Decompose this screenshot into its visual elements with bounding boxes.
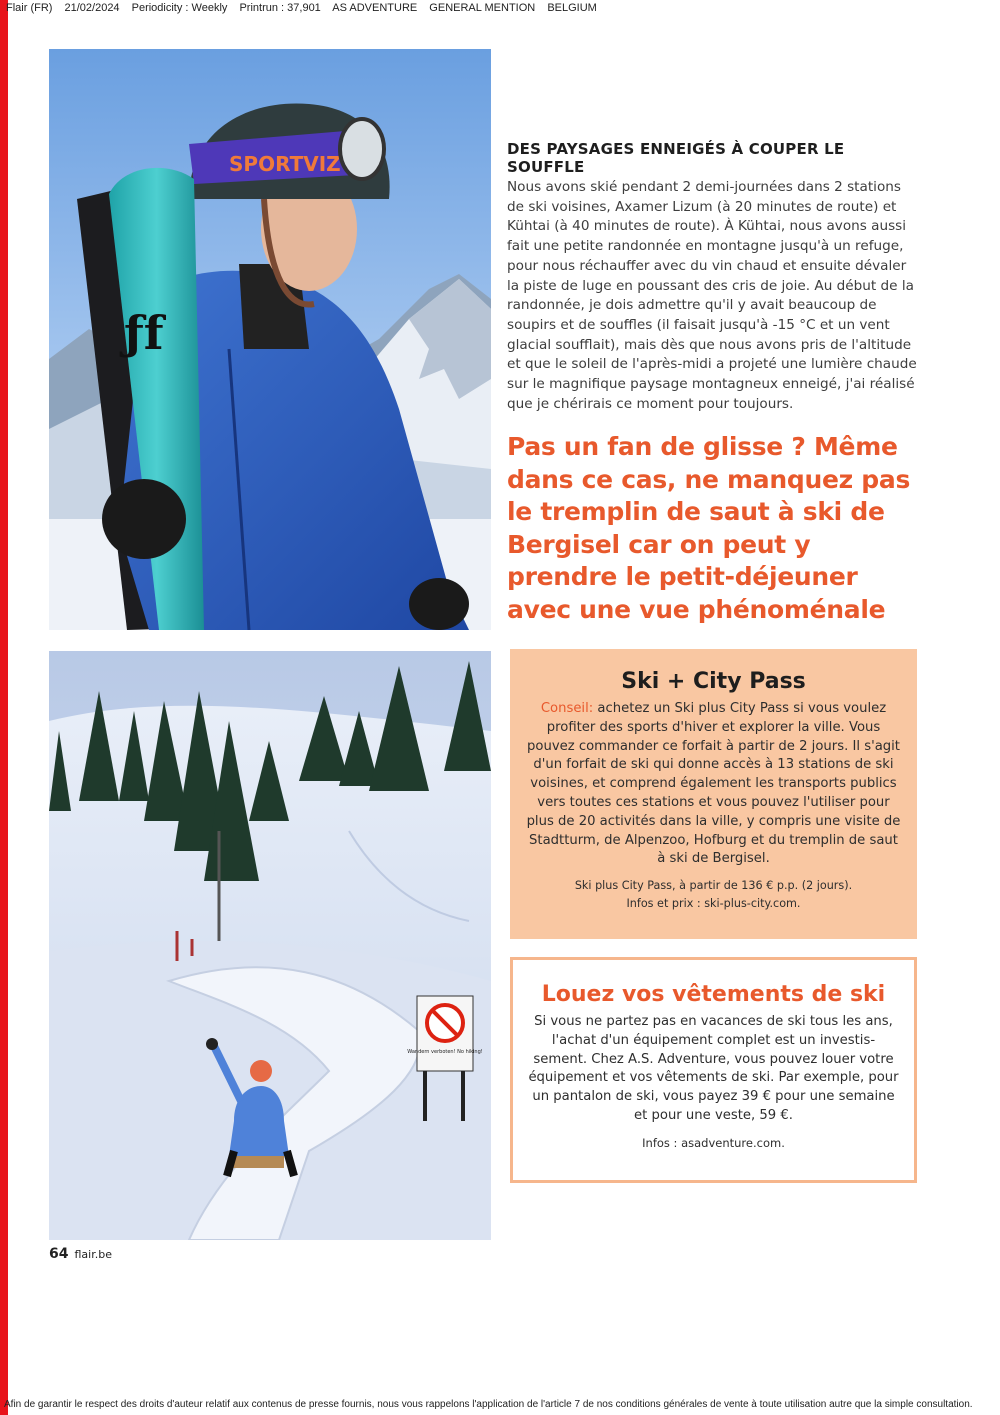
- red-margin-bar: [0, 0, 8, 1415]
- rental-body: Si vous ne partez pas en vacances de ski tous les ans, l'achat d'un équipement complet est un investis-sement. Chez A.S. Adventure, vous pouvez louer votre équipement et vos vêtements de ski. Par exemple, pour un pantalon de ski, vous payez 39 € pour une semaine et pour une veste, 59 €.: [528, 1014, 899, 1123]
- press-header: [6, 2, 606, 14]
- ski-pass-price: Ski plus City Pass, à partir de 136 € p.p. (2 jours).: [574, 879, 853, 893]
- pull-quote: Pas un fan de glisse ? Même dans ce cas, ne manquez pas le tremplin de saut à ski de Bergisel car on peut y prendre le petit-déjeuner avec une vue phénoménale: [507, 432, 911, 624]
- ski-pass-info: Infos et prix : ski-plus-city.com.: [626, 897, 801, 911]
- mention-type: GENERAL MENTION: [429, 2, 536, 14]
- photo-toboggan-run: [49, 651, 491, 1240]
- ski-pass-body: [524, 700, 903, 869]
- publication-name: Flair (FR): [6, 2, 53, 14]
- page-folio: [49, 1246, 112, 1262]
- publication-date: 21/02/2024: [64, 2, 120, 14]
- hiking-sign-text: Wandern verboten! No hiking!: [407, 1049, 483, 1055]
- client-name: AS ADVENTURE: [332, 2, 418, 14]
- article-section: [507, 140, 919, 414]
- ski-pass-text: achetez un Ski plus City Pass si vous voulez profiter des sports d'hiver et explorer la ville. Vous pouvez commander ce forfait à partir de 2 jours. Il s'agit d'un forfait de ski qui donne accès à 13 stations de ski voisines, et comprend également les transports publics vers toutes ces stations et vous pouvez l'utiliser pour plus de 20 activités dans la ville, y compris une visite de Stadtturm, de Alpenzoo, Hofburg et du tremplin de saut à ski de Bergisel.: [526, 701, 901, 867]
- goggle-strap-text: SPORTVIZ: [229, 152, 341, 176]
- page-number: 64: [49, 1246, 69, 1262]
- ski-city-pass-box: [510, 649, 917, 939]
- rental-info: Infos : asadventure.com.: [642, 1135, 785, 1150]
- printrun: Printrun : 37,901: [239, 2, 321, 14]
- tip-label: Conseil:: [540, 701, 594, 716]
- ski-pass-title: Ski + City Pass: [621, 669, 806, 694]
- periodicity: Periodicity : Weekly: [131, 2, 228, 14]
- article-heading: DES PAYSAGES ENNEIGÉS À COUPER LE SOUFFLE: [507, 140, 845, 176]
- svg-text:ƒf: ƒf: [124, 306, 164, 360]
- copyright-notice: Afin de garantir le respect des droits d'auteur relatif aux contenus de presse fournis, nous vous rappelons l'application de l'article 7 de nos conditions générales de vente à toute utilisation autre que la simple consultation.: [4, 1399, 973, 1410]
- country: BELGIUM: [547, 2, 597, 14]
- photo-skier-portrait: [49, 49, 491, 630]
- site-name: flair.be: [74, 1248, 112, 1261]
- ski-rental-box: [510, 957, 917, 1183]
- rental-title: Louez vos vêtements de ski: [541, 982, 886, 1007]
- article-body: Nous avons skié pendant 2 demi-journées dans 2 stations de ski voisines, Axamer Lizum (à 20 minutes de route) et Kühtai (à 40 minutes de route). À Kühtai, nous avons aussi fait une petite randonnée en montagne jusqu'à un refuge, pour nous réchauffer avec du vin chaud et ensuite dévaler la piste de luge en poussant des cris de joie. Au début de la randonnée, je dois admettre qu'il y avait beaucoup de soupirs et de souffles (il faisait jusqu'à -15 °C et un vent glacial soufflait), mais dès que nous avons pris de l'altitude et que le soleil de l'après-midi a projeté une lumière chaude sur le magnifique paysage montagneux enneigé, j'ai réalisé que je chérirais ce moment pour toujours.: [507, 179, 917, 412]
